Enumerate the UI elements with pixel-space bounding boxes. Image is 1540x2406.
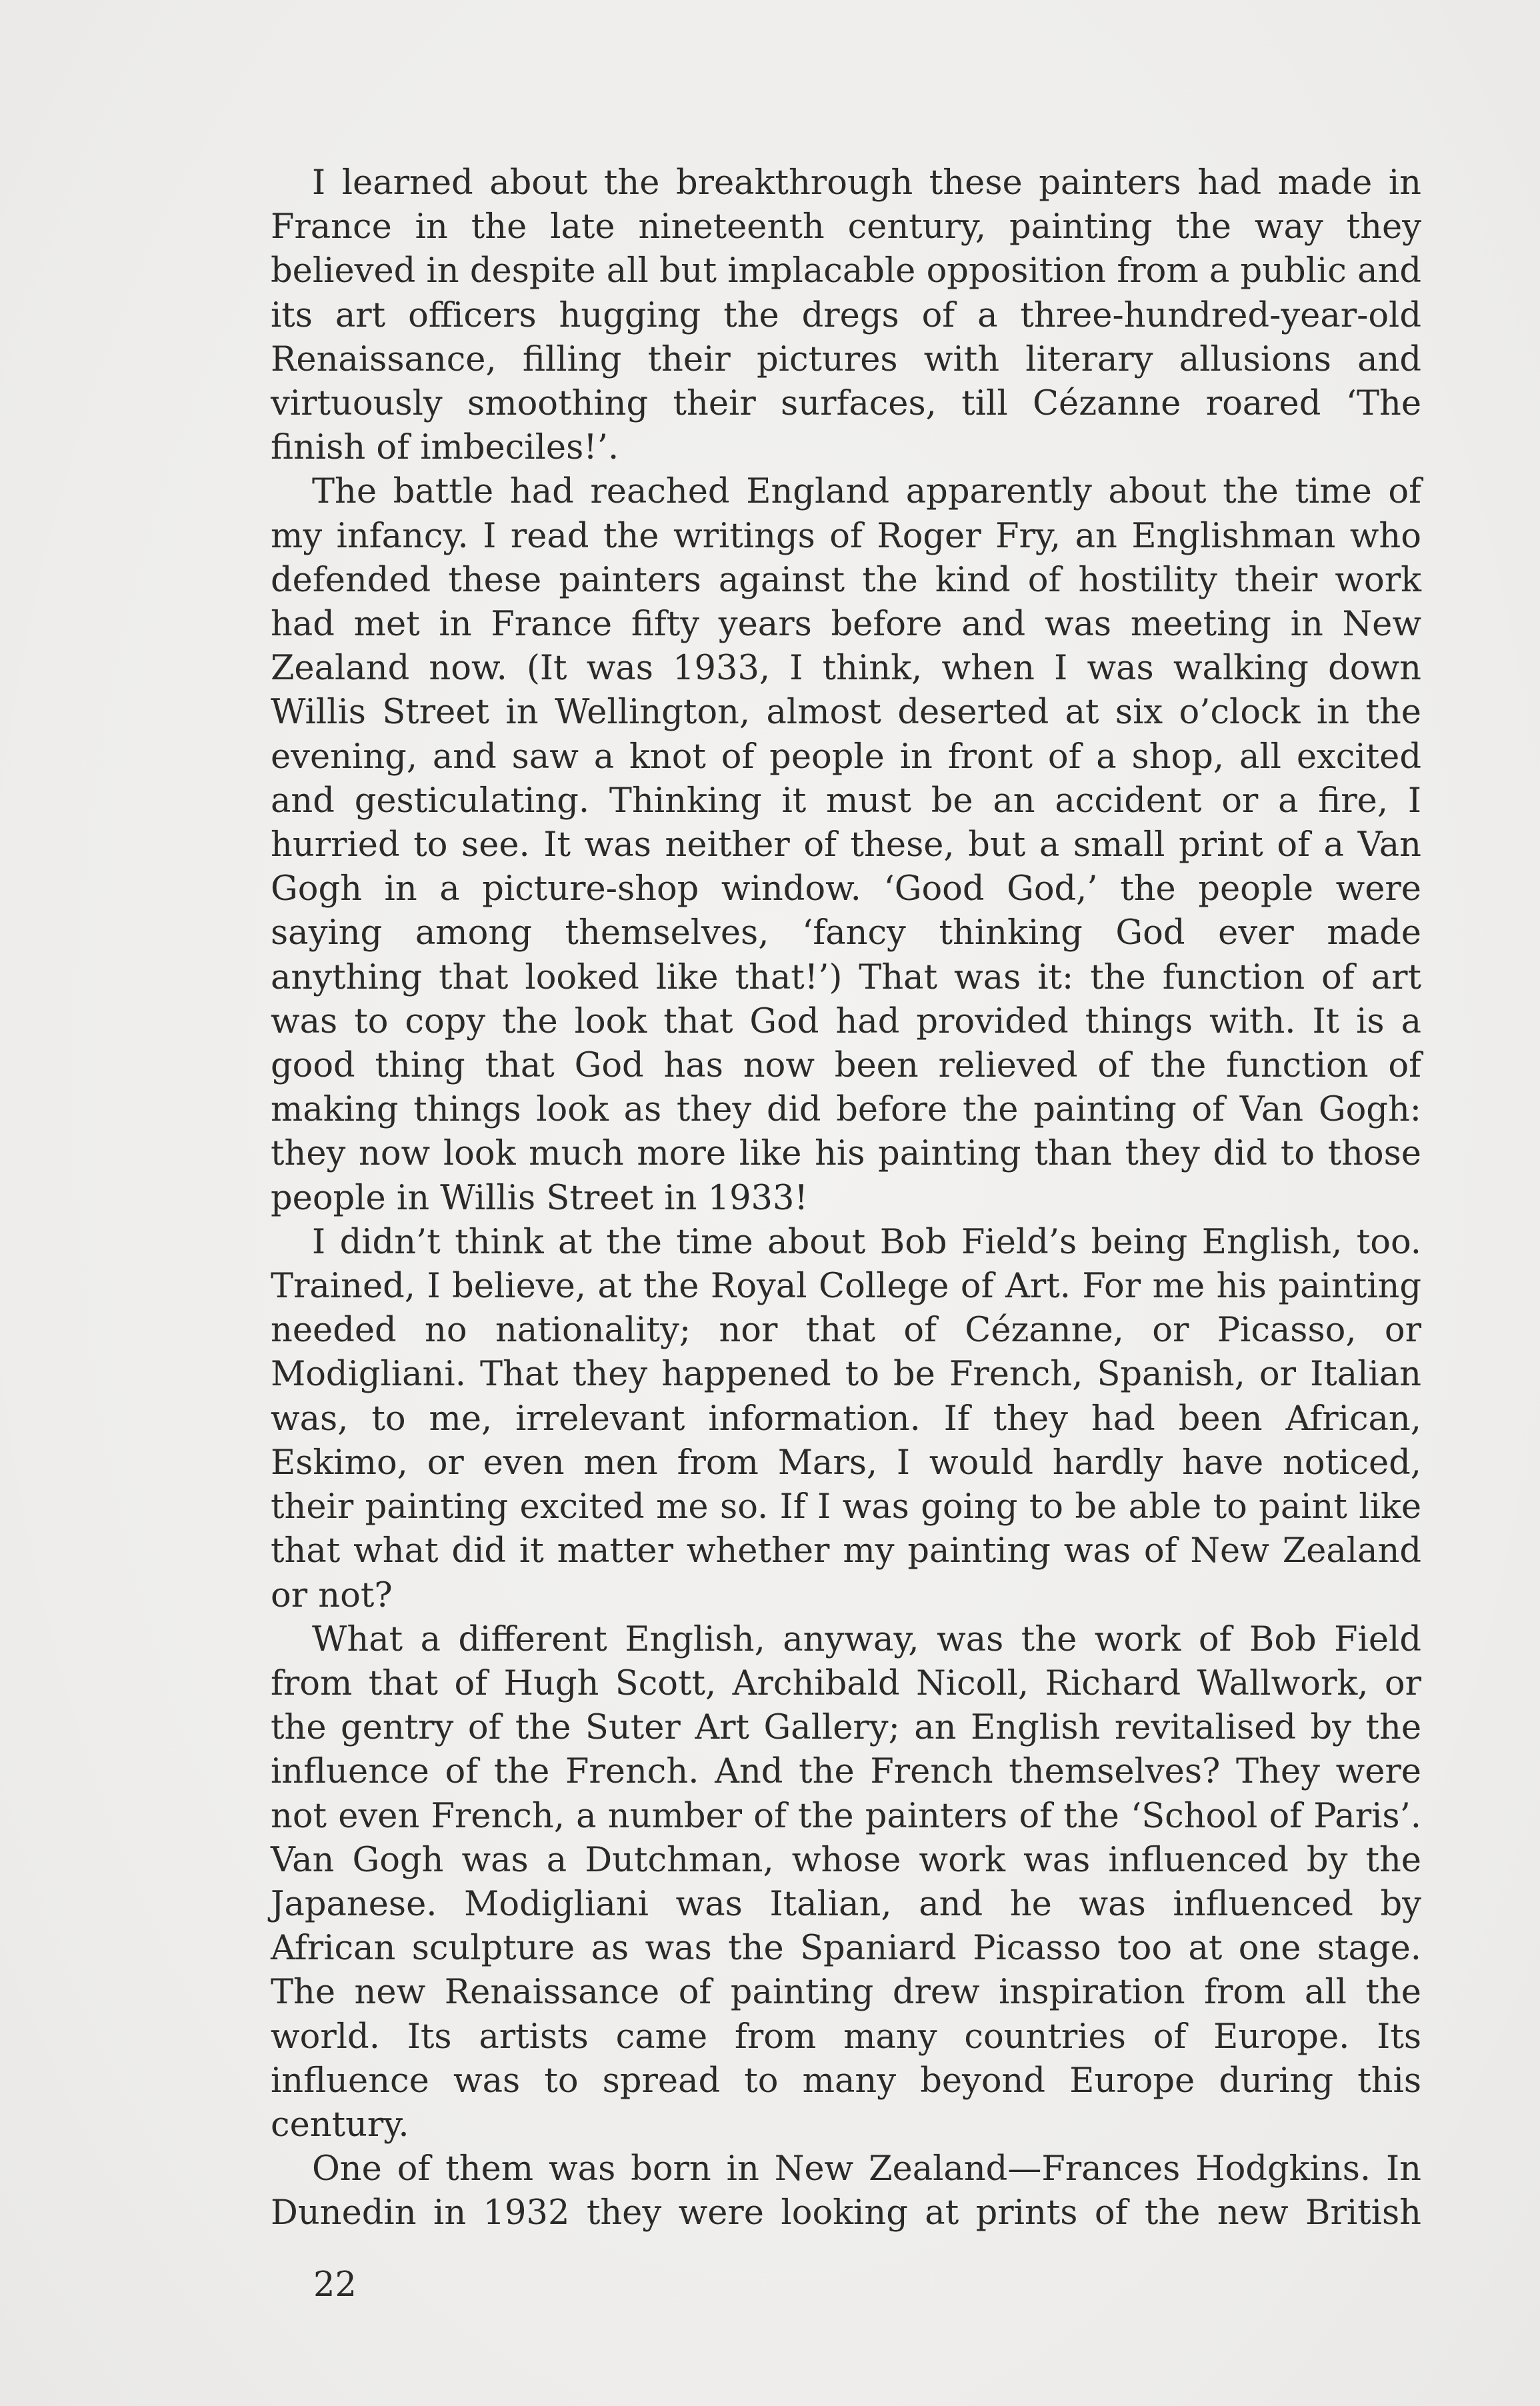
paragraph-3: I didn’t think at the time about Bob Field’s being English, too. Trained, I believe, at the Royal College of Art. For me his painting needed no nationality; nor that of Cézanne, or Picasso, or Modigliani. That they happened to be French, Spanish, or Italian was, to me, irrelevant information. If they had been African, Eskimo, or even men from Mars, I would hardly have noticed, their painting excited me so. If I was going to be able to paint like that what did it matter whether my painting was of New Zealand or not? [271,1222,1421,1615]
paragraph-5: One of them was born in New Zealand—Frances Hodgkins. In Dunedin in 1932 they were looking at prints of the new British [271,2149,1421,2233]
paragraph-1: I learned about the breakthrough these painters had made in France in the late nineteenth century, painting the way they believed in despite all but implacable opposition from a public and its art officers hugging the dregs of a three-hundred-year-old Renaissance, filling their pictures with literary allusions and virtuously smoothing their surfaces, till Cézanne roared ‘The finish of imbeciles!’. [271,163,1421,468]
paragraph-4: What a different English, anyway, was the work of Bob Field from that of Hugh Scott, Archibald Nicoll, Richard Wallwork, or the gentry of the Suter Art Gallery; an English revitalised by the influence of the French. And the French themselves? They were not even French, a number of the painters of the ‘School of Paris’. Van Gogh was a Dutchman, whose work was influenced by the Japanese. Modigliani was Italian, and he was influenced by African sculpture as was the Spaniard Picasso too at one stage. The new Renaissance of painting drew inspiration from all the world. Its artists came from many countries of Europe. Its influence was to spread to many beyond Europe during this century. [271,1619,1421,2145]
body-text [271,161,1421,2236]
page-number: 22 [313,2265,357,2305]
paragraph-2: The battle had reached England apparently about the time of my infancy. I read the writings of Roger Fry, an Englishman who defended these painters against the kind of hostility their work had met in France fifty years before and was meeting in New Zealand now. (It was 1933, I think, when I was walking down Willis Street in Wellington, almost deserted at six o’clock in the evening, and saw a knot of people in front of a shop, all excited and gesticulating. Thinking it must be an accident or a fire, I hurried to see. It was neither of these, but a small print of a Van Gogh in a picture-shop window. ‘Good God,’ the people were saying among themselves, ‘fancy thinking God ever made anything that looked like that!’) That was it: the function of art was to copy the look that God had provided things with. It is a good thing that God has now been relieved of the function of making things look as they did before the painting of Van Gogh: they now look much more like his painting than they did to those people in Willis Street in 1933! [271,472,1421,1218]
